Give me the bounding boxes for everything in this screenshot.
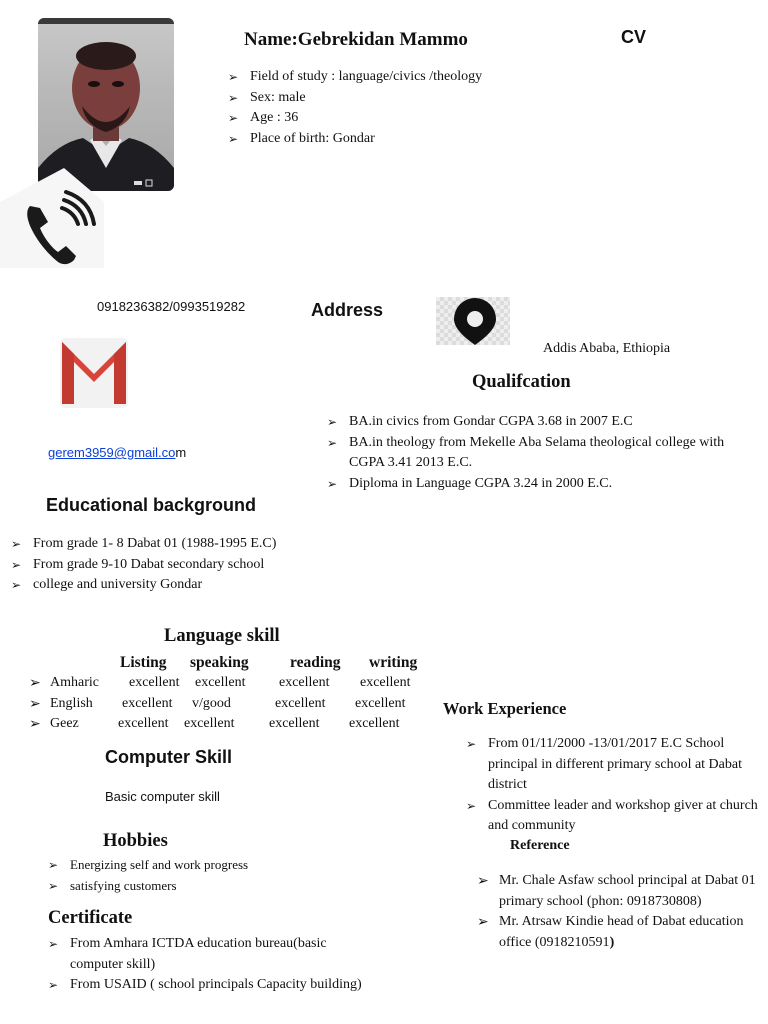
list-item: ➢ From grade 1- 8 Dabat 01 (1988-1995 E.C)	[11, 534, 341, 555]
cell: excellent	[269, 716, 320, 731]
language-headers	[120, 653, 417, 674]
email-row	[48, 445, 186, 460]
reference-text: Mr. Atrsaw Kindie head of Dabat education office (0918210591	[499, 914, 744, 950]
cell: excellent	[195, 675, 246, 690]
list-item: ➢ From USAID ( school principals Capacity building)	[48, 975, 430, 996]
header-listing: Listing	[120, 654, 167, 672]
certificate-list	[48, 934, 378, 996]
list-item: ➢ college and university Gondar	[11, 575, 341, 596]
cell: excellent	[129, 675, 180, 690]
profile-photo	[38, 18, 174, 191]
address-label: Address	[311, 300, 384, 320]
cell: excellent	[349, 716, 400, 731]
person-portrait-icon	[38, 18, 174, 191]
work-experience-title: Work Experience	[443, 699, 567, 718]
personal-details-list	[228, 67, 558, 149]
qualification-title: Qualifcation	[472, 372, 571, 392]
list-item: ➢ Place of birth: Gondar	[228, 129, 558, 150]
list-item: ➢ Field of study : language/civics /theology	[228, 67, 558, 88]
list-item: ➢ From Amhara ICTDA education bureau(basic computer skill)	[48, 934, 378, 975]
cell: excellent	[279, 675, 330, 690]
list-item: ➢ Energizing self and work progress	[48, 855, 378, 876]
list-item: ➢ Committee leader and workshop giver at church and community	[466, 796, 768, 837]
address-value: Addis Ababa, Ethiopia	[543, 341, 671, 356]
language-name: Amharic	[50, 675, 99, 690]
cell: excellent	[118, 716, 169, 731]
list-item: ➢ Age : 36	[228, 108, 558, 129]
list-item	[477, 912, 767, 953]
list-item: ➢ Mr. Chale Asfaw school principal at Dabat 01 primary school (phon: 0918730808)	[477, 871, 767, 912]
hobbies-list	[48, 855, 378, 896]
closing-paren: )	[609, 934, 615, 950]
hobbies-title: Hobbies	[103, 831, 168, 851]
list-item: ➢ Sex: male	[228, 88, 558, 109]
cv-label: CV	[621, 27, 647, 47]
cell: excellent	[184, 716, 235, 731]
cell: v/good	[192, 695, 231, 711]
cell: excellent	[275, 695, 326, 711]
education-title: Educational background	[46, 495, 257, 515]
language-title: Language skill	[164, 626, 280, 646]
certificate-title: Certificate	[48, 908, 133, 928]
list-item: ➢ Diploma in Language CGPA 3.24 in 2000 E.C.	[327, 474, 737, 495]
list-item: ➢ BA.in civics from Gondar CGPA 3.68 in 2007 E.C	[327, 412, 737, 433]
reference-list	[477, 871, 767, 953]
location-pin-icon	[436, 297, 510, 345]
header-reading: reading	[290, 654, 341, 672]
work-experience-list	[466, 734, 768, 837]
email-link[interactable]: gerem3959@gmail.co	[48, 445, 176, 460]
computer-skill-title: Computer Skill	[105, 747, 233, 767]
header-writing: writing	[369, 654, 418, 672]
computer-skill-text: Basic computer skill	[105, 789, 220, 804]
header-speaking: speaking	[190, 654, 249, 672]
phone-number: 0918236382/0993519282	[97, 299, 246, 314]
candidate-name: Name:Gebrekidan Mammo	[244, 29, 468, 50]
cell: excellent	[360, 675, 411, 690]
cell: excellent	[355, 695, 406, 711]
list-item: ➢ From grade 9-10 Dabat secondary school	[11, 555, 341, 576]
education-list	[11, 534, 341, 596]
gmail-icon	[58, 336, 130, 410]
language-name: Geez	[50, 716, 79, 731]
cell: excellent	[122, 695, 173, 711]
language-name: English	[50, 695, 93, 711]
qualification-list	[327, 412, 737, 494]
list-item: ➢ From 01/11/2000 -13/01/2017 E.C School principal in different primary school at Dabat district	[466, 734, 768, 796]
phone-icon	[0, 168, 104, 268]
list-item: ➢ satisfying customers	[48, 876, 378, 897]
reference-title: Reference	[510, 838, 570, 853]
list-item: ➢ BA.in theology from Mekelle Aba Selama theological college with CGPA 3.41 2013 E.C.	[327, 433, 737, 474]
email-tail: m	[175, 445, 187, 460]
